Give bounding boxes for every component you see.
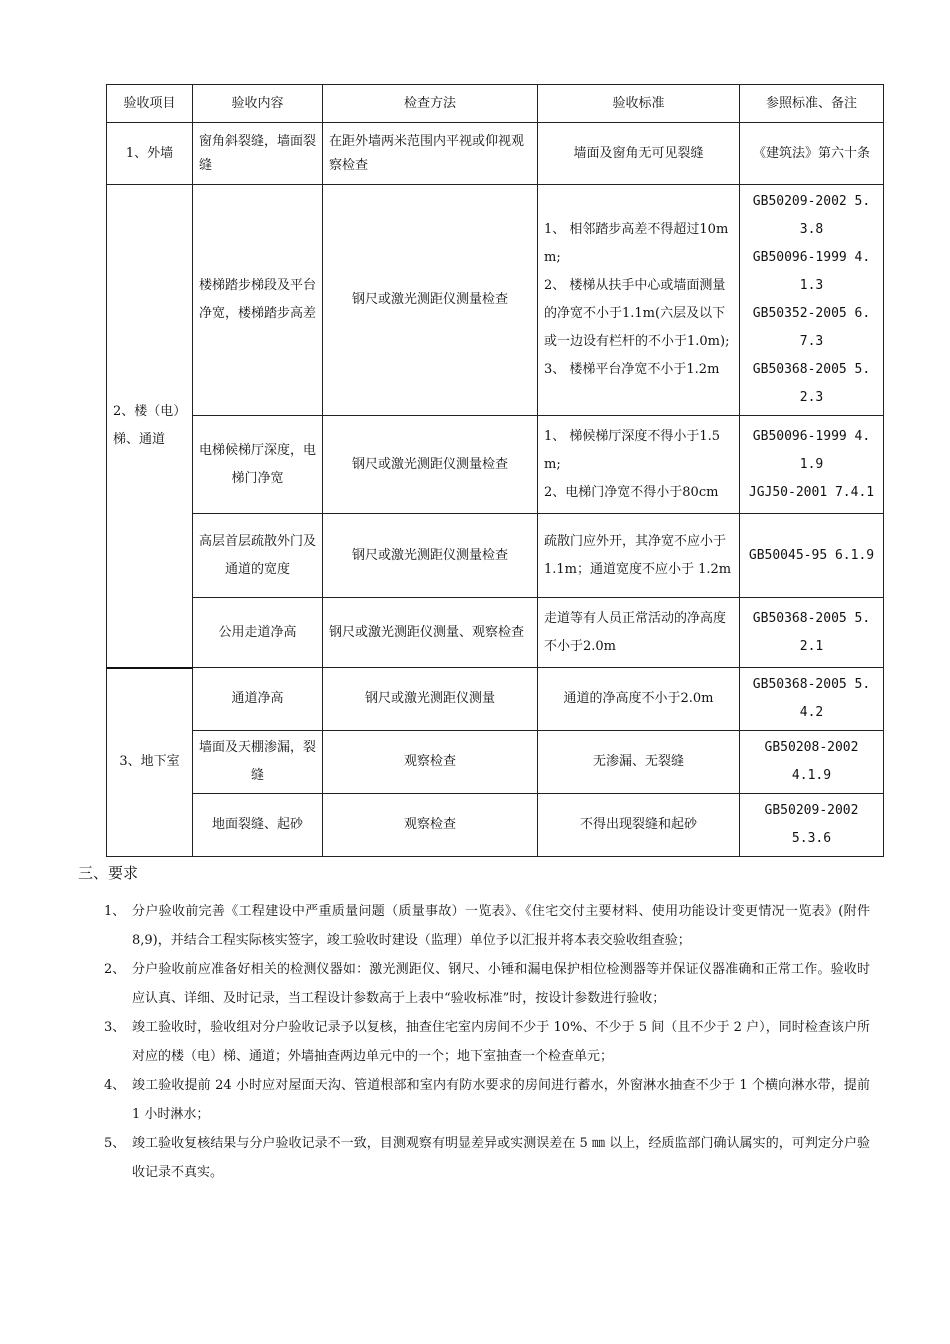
reference-cell bbox=[740, 416, 884, 514]
header-standard: 验收标准 bbox=[538, 85, 740, 123]
acceptance-table bbox=[106, 84, 884, 857]
item-exterior-wall: 1、外墙 bbox=[107, 123, 193, 185]
standard-line: 1、 梯候梯厅深度不得小于1.5m; bbox=[544, 428, 721, 472]
list-item bbox=[104, 955, 870, 1013]
item-stairs-elevators: 2、楼（电）梯、通道 bbox=[107, 185, 193, 668]
list-item bbox=[104, 1013, 870, 1071]
reference-line: GB50209-2002 5.3.8 bbox=[752, 194, 871, 237]
header-content: 验收内容 bbox=[193, 85, 323, 123]
reference-line: GB50352-2005 6.7.3 bbox=[752, 306, 871, 349]
table-row bbox=[107, 185, 884, 416]
reference-cell: GB50368-2005 5.2.1 bbox=[740, 598, 884, 668]
table-row bbox=[107, 668, 884, 731]
content-cell: 高层首层疏散外门及通道的宽度 bbox=[193, 514, 323, 598]
item-text: 竣工验收复核结果与分户验收记录不一致，目测观察有明显差异或实测误差在 5 ㎜ 以上，经质监部门确认属实的，可判定分户验收记录不真实。 bbox=[132, 1136, 870, 1180]
item-text: 竣工验收提前 24 小时应对屋面天沟、管道根部和室内有防水要求的房间进行蓄水，外窗淋水抽查不少于 1 个横向淋水带，提前 1 小时淋水； bbox=[132, 1078, 870, 1122]
method-cell: 钢尺或激光测距仪测量、观察检查 bbox=[323, 598, 538, 668]
table-header-row bbox=[107, 85, 884, 123]
reference-line: JGJ50-2001 7.4.1 bbox=[748, 484, 875, 500]
item-number: 3、 bbox=[104, 1020, 126, 1035]
content-cell: 楼梯踏步梯段及平台净宽，楼梯踏步高差 bbox=[193, 185, 323, 416]
requirements-list bbox=[104, 897, 870, 1187]
method-cell: 钢尺或激光测距仪测量检查 bbox=[323, 514, 538, 598]
reference-line: GB50208-2002 bbox=[764, 740, 859, 755]
method-cell: 观察检查 bbox=[323, 794, 538, 857]
reference-line: GB50209-2002 bbox=[764, 803, 859, 818]
table-row bbox=[107, 731, 884, 794]
reference-line: 4.1.9 bbox=[791, 768, 832, 783]
reference-cell: GB50045-95 6.1.9 bbox=[740, 514, 884, 598]
method-cell: 钢尺或激光测距仪测量检查 bbox=[323, 416, 538, 514]
standard-line: 3、 楼梯平台净宽不小于1.2m bbox=[544, 362, 720, 377]
table-row bbox=[107, 416, 884, 514]
section-title: 三、要求 bbox=[78, 864, 139, 882]
reference-cell bbox=[740, 185, 884, 416]
item-number: 1、 bbox=[104, 904, 126, 919]
standard-line: 2、 楼梯从扶手中心或墙面测量的净宽不小于1.1m(六层及以下或一边设有栏杆的不小于1.0m); bbox=[544, 278, 730, 349]
header-reference: 参照标准、备注 bbox=[740, 85, 884, 123]
item-number: 2、 bbox=[104, 962, 126, 977]
content-cell: 地面裂缝、起砂 bbox=[193, 794, 323, 857]
reference-cell: GB50368-2005 5.4.2 bbox=[740, 668, 884, 731]
item-number: 5、 bbox=[104, 1136, 126, 1151]
header-method: 检查方法 bbox=[323, 85, 538, 123]
standard-cell: 通道的净高度不小于2.0m bbox=[538, 668, 740, 731]
item-number: 4、 bbox=[104, 1078, 126, 1093]
standard-cell: 墙面及窗角无可见裂缝 bbox=[538, 123, 740, 185]
standard-cell bbox=[538, 185, 740, 416]
list-item bbox=[104, 1129, 870, 1187]
content-cell: 公用走道净高 bbox=[193, 598, 323, 668]
standard-line: 1、 相邻踏步高差不得超过10mm; bbox=[544, 222, 729, 265]
table-row bbox=[107, 794, 884, 857]
list-item bbox=[104, 1071, 870, 1129]
item-text: 分户验收前应准备好相关的检测仪器如：激光测距仪、钢尺、小锤和漏电保护相位检测器等并保证仪器准确和正常工作。验收时应认真、详细、及时记录，当工程设计参数高于上表中“验收标准”时，按设计参数进行验收； bbox=[132, 962, 870, 1006]
table-row bbox=[107, 123, 884, 185]
standard-cell: 走道等有人员正常活动的净高度不小于2.0m bbox=[538, 598, 740, 668]
table-row bbox=[107, 514, 884, 598]
standard-cell: 无渗漏、无裂缝 bbox=[538, 731, 740, 794]
method-cell: 观察检查 bbox=[323, 731, 538, 794]
reference-line: GB50096-1999 4.1.3 bbox=[752, 250, 871, 293]
reference-line: 5.3.6 bbox=[791, 831, 832, 846]
method-cell: 钢尺或激光测距仪测量 bbox=[323, 668, 538, 731]
list-item bbox=[104, 897, 870, 955]
content-cell: 电梯候梯厅深度，电梯门净宽 bbox=[193, 416, 323, 514]
standard-line: 2、电梯门净宽不得小于80cm bbox=[544, 484, 719, 500]
item-basement: 3、地下室 bbox=[107, 668, 193, 857]
method-cell: 钢尺或激光测距仪测量检查 bbox=[323, 185, 538, 416]
standard-cell: 不得出现裂缝和起砂 bbox=[538, 794, 740, 857]
reference-line: GB50368-2005 5.2.3 bbox=[752, 362, 871, 405]
reference-cell bbox=[740, 794, 884, 857]
reference-cell: 《建筑法》第六十条 bbox=[740, 123, 884, 185]
method-cell: 在距外墙两米范围内平视或仰视观察检查 bbox=[323, 123, 538, 185]
content-cell: 通道净高 bbox=[193, 668, 323, 731]
item-text: 分户验收前完善《工程建设中严重质量问题（质量事故）一览表》、《住宅交付主要材料、使用功能设计变更情况一览表》(附件 8,9)，并结合工程实际核实签字，竣工验收时建设（监理）单位予以汇报并将本表交验收组查验； bbox=[132, 904, 870, 948]
table-row bbox=[107, 598, 884, 668]
content-cell: 墙面及天棚渗漏，裂缝 bbox=[193, 731, 323, 794]
standard-cell: 疏散门应外开，其净宽不应小于 1.1m；通道宽度不应小于 1.2m bbox=[538, 514, 740, 598]
content-cell: 窗角斜裂缝，墙面裂缝 bbox=[193, 123, 323, 185]
header-item: 验收项目 bbox=[107, 85, 193, 123]
reference-line: GB50096-1999 4.1.9 bbox=[752, 428, 871, 472]
item-text: 竣工验收时，验收组对分户验收记录予以复核，抽查住宅室内房间不少于 10%、不少于 5 间（且不少于 2 户），同时检查该户所对应的楼（电）梯、通道；外墙抽查两边单元中的一个；地下室抽查一个检查单元； bbox=[132, 1020, 870, 1064]
reference-cell bbox=[740, 731, 884, 794]
standard-cell bbox=[538, 416, 740, 514]
